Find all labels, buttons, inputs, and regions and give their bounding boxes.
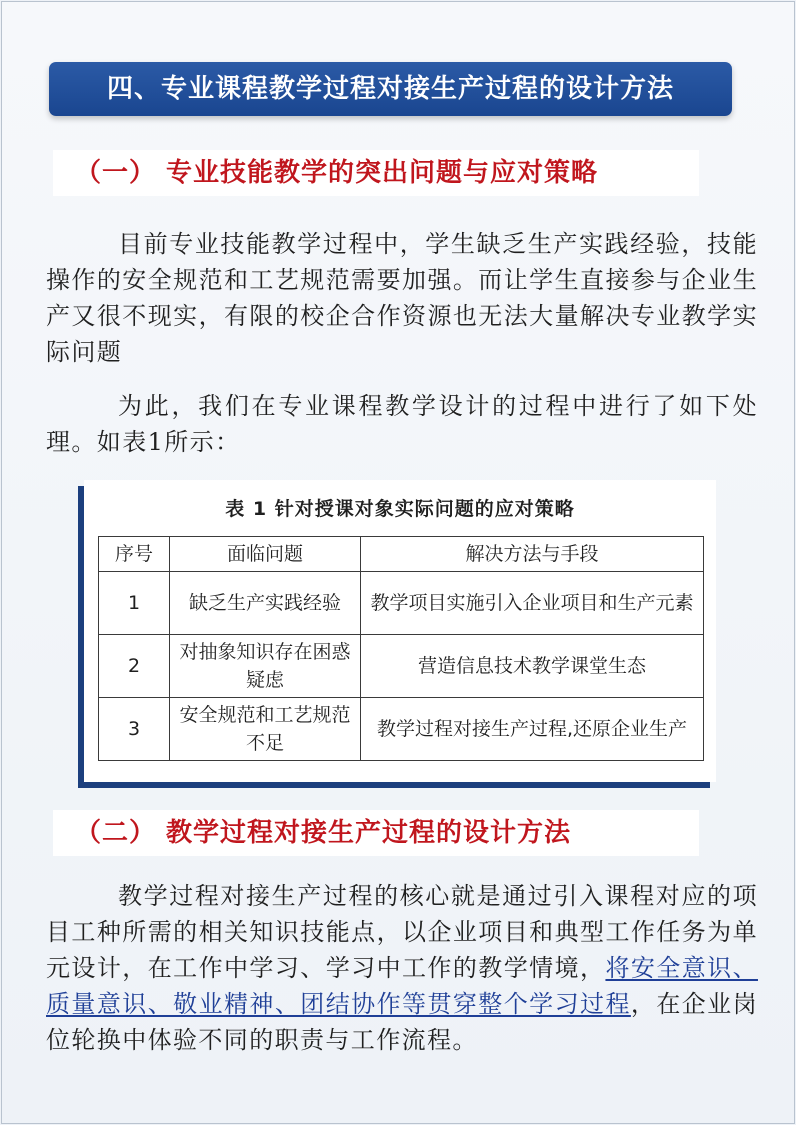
solution-cell: 教学项目实施引入企业项目和生产元素	[361, 572, 704, 635]
strategy-table-card	[84, 480, 716, 782]
section-1-paragraph-1: 目前专业技能教学过程中，学生缺乏生产实践经验，技能操作的安全规范和工艺规范需要加强。而让学生直接参与企业生产又很不现实，有限的校企合作资源也无法大量解决专业教学实际问题	[46, 230, 758, 366]
row-number-cell: 1	[99, 572, 170, 635]
main-title: 四、专业课程教学过程对接生产过程的设计方法	[49, 62, 732, 116]
table-header-cell: 面临问题	[170, 537, 361, 572]
table-row	[99, 698, 704, 761]
table-row	[99, 572, 704, 635]
table-header-row	[99, 537, 704, 572]
problem-cell: 缺乏生产实践经验	[170, 572, 361, 635]
table-header-cell: 解决方法与手段	[361, 537, 704, 572]
table-caption: 表 1 针对授课对象实际问题的应对策略	[225, 498, 575, 520]
table-row	[99, 635, 704, 698]
highlighted-text: 将安全意识、质量意识、敬业精神、团结协作等贯穿整个学习过程	[46, 954, 758, 1018]
row-number-cell: 3	[99, 698, 170, 761]
paragraph-text: ，在企业岗位轮换中体验不同的职责与工作流程。	[46, 990, 759, 1054]
problem-cell: 安全规范和工艺规范不足	[170, 698, 361, 761]
document-page	[1, 1, 795, 1124]
section-heading-1: （一） 专业技能教学的突出问题与应对策略	[53, 150, 699, 196]
solution-cell: 教学过程对接生产过程,还原企业生产	[361, 698, 704, 761]
section-1-paragraph-2: 为此，我们在专业课程教学设计的过程中进行了如下处理。如表1所示：	[46, 392, 758, 456]
section-heading-2: （二） 教学过程对接生产过程的设计方法	[53, 810, 699, 856]
solution-cell: 营造信息技术教学课堂生态	[361, 635, 704, 698]
paragraph-text: 教学过程对接生产过程的核心就是通过引入课程对应的项目工种所需的相关知识技能点，以企业项目和典型工作任务为单元设计，在工作中学习、学习中工作的教学情境，	[46, 882, 758, 982]
table-header-cell: 序号	[99, 537, 170, 572]
problem-cell: 对抽象知识存在困惑疑虑	[170, 635, 361, 698]
section-2-paragraph	[46, 878, 758, 1058]
strategy-table	[98, 536, 704, 761]
row-number-cell: 2	[99, 635, 170, 698]
